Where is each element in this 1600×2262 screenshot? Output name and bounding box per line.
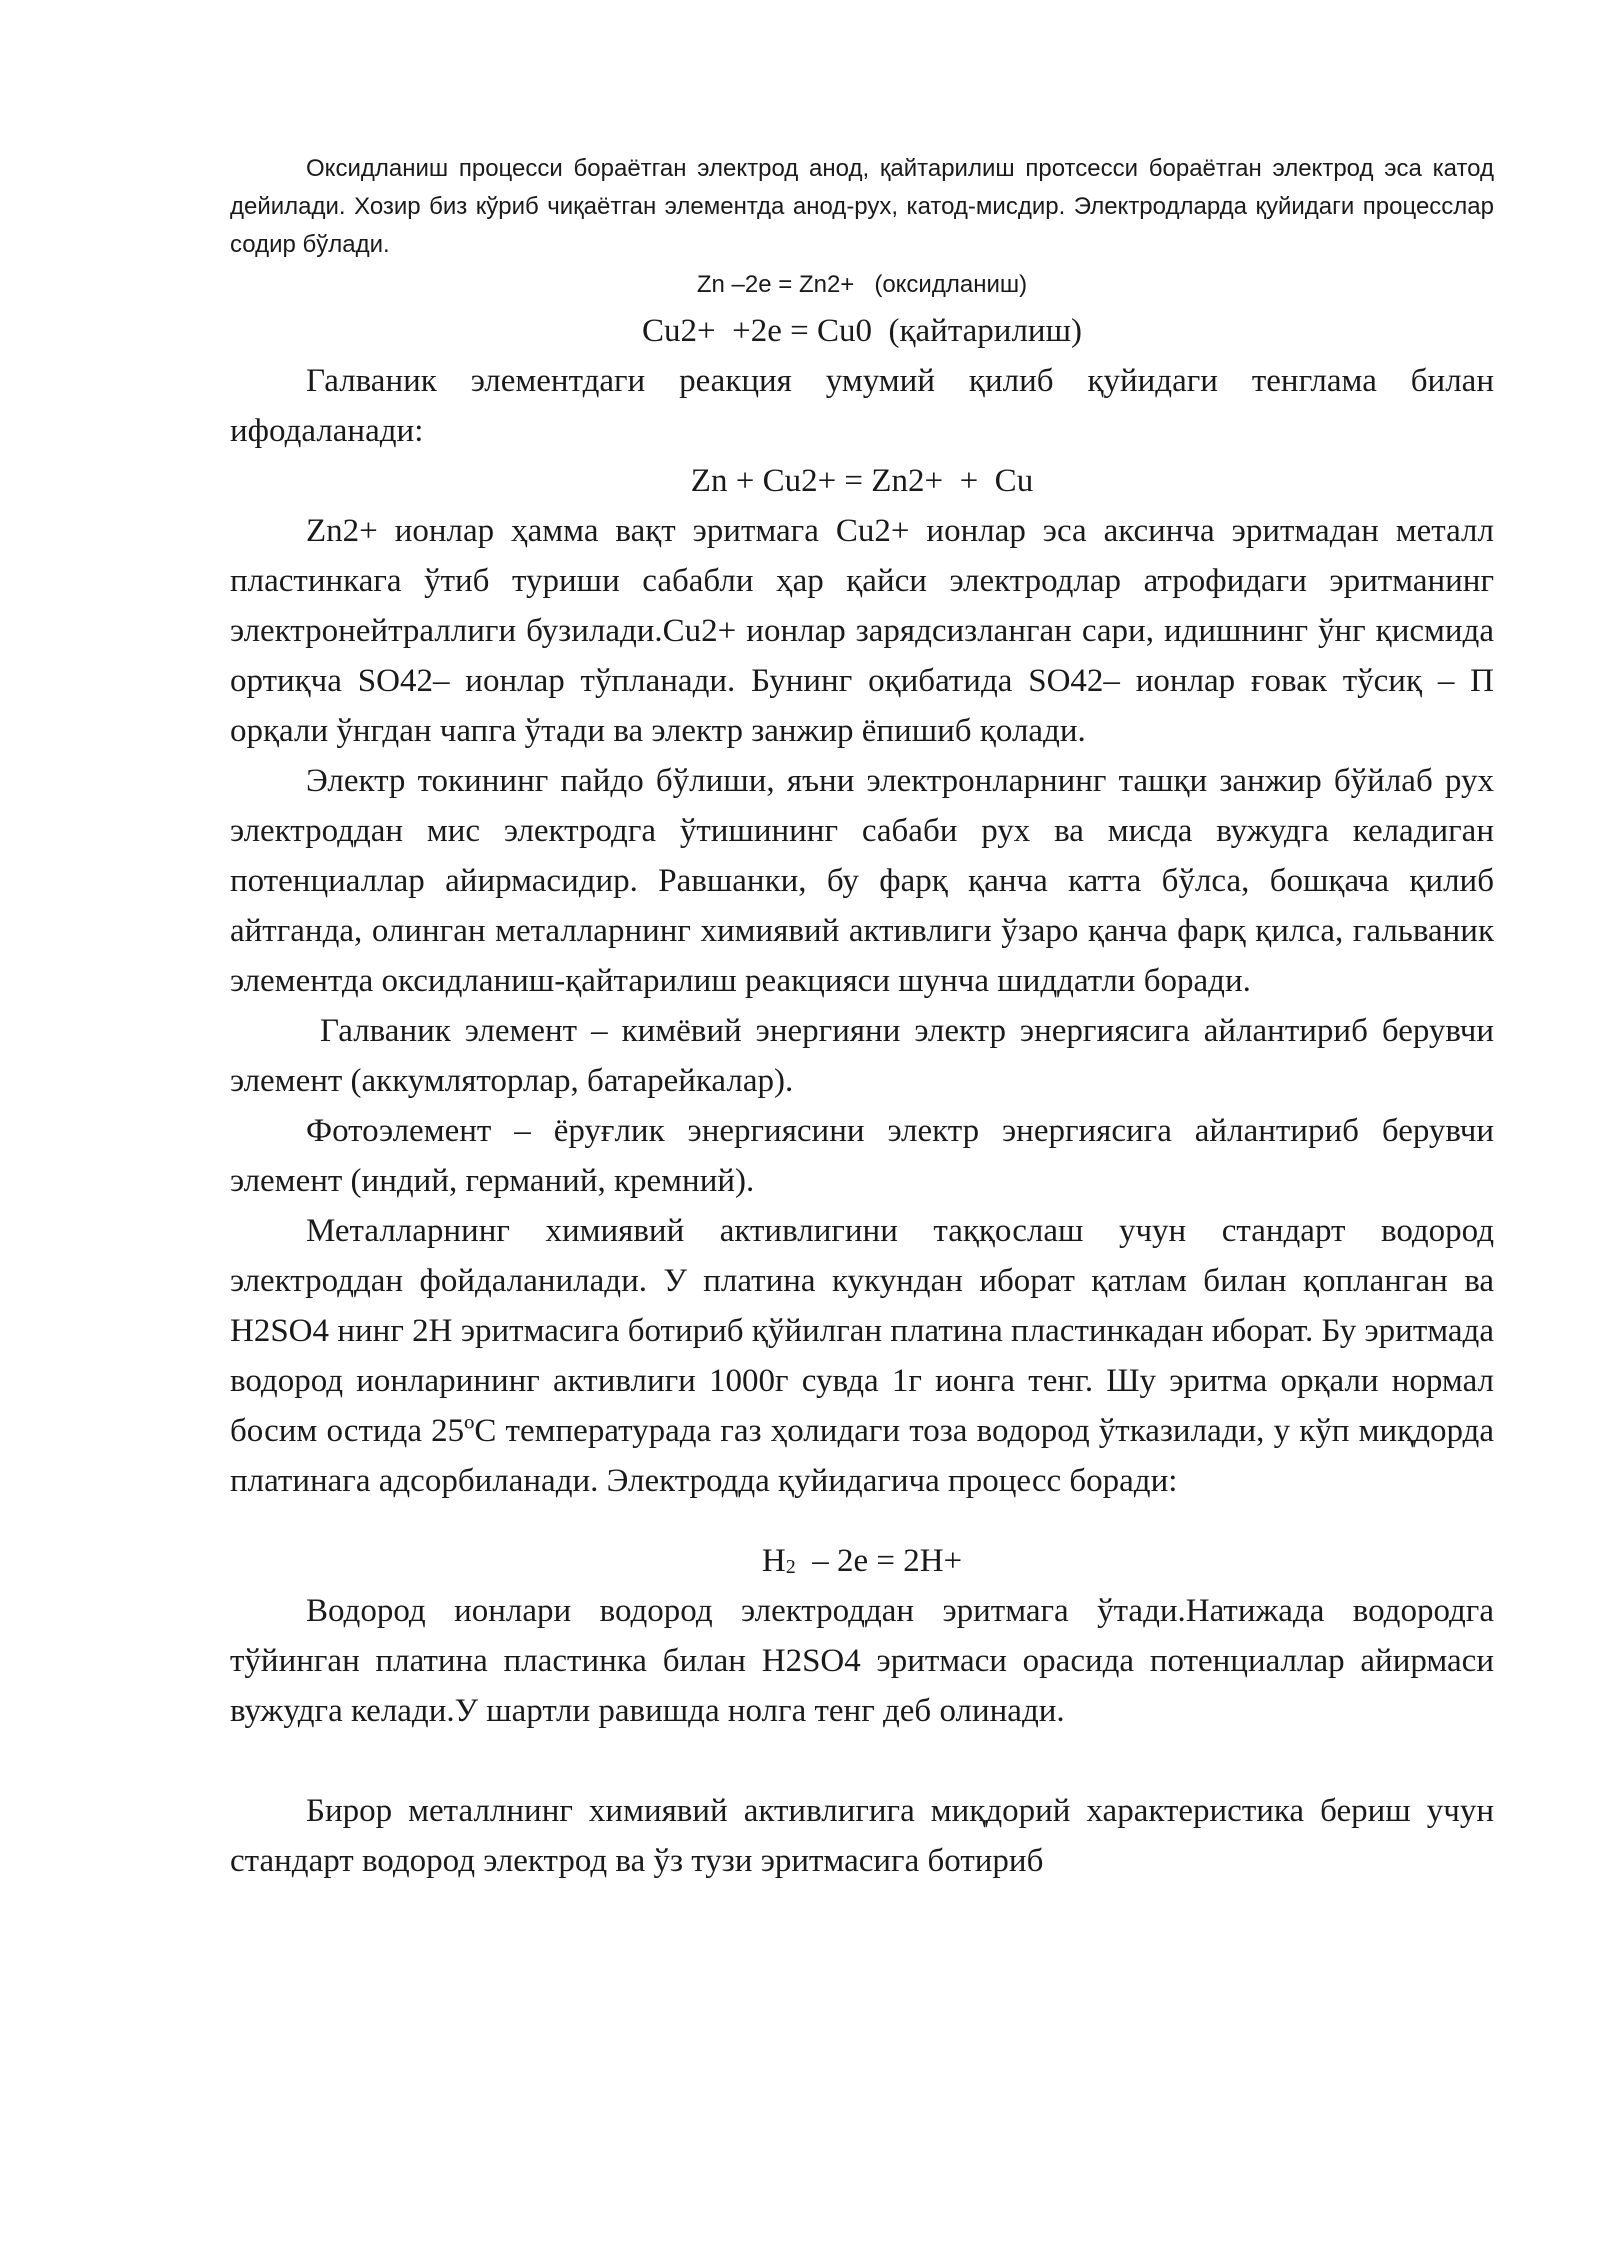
equation-hydrogen-oxidation (230, 1536, 1494, 1586)
equation-hydrogen-symbol: H (761, 1543, 786, 1579)
document-page (230, 150, 1503, 1886)
paragraph-photoelement: Фотоэлемент – ёруғлик энергиясини электр энергиясига айлантириб берувчи элемент (индий, германий, кремний). (230, 1113, 1494, 1199)
paragraph-ion-migration: Zn2+ ионлар ҳамма вақт эритмага Cu2+ ионлар эса аксинча эритмадан металл пластинкага ўтиб туриши сабабли ҳар қайси электродлар атрофидаги эритманинг электронейтраллиги бузилади.Cu2+ ионлар зарядсизланган сари, идишнинг ўнг қисмида ортиқча SO42– ионлар тўпланади. Бунинг оқибатида SO42– ионлар ғовак тўсиқ – П орқали ўнгдан чапга ўтади ва электр занжир ёпишиб қолади. (230, 513, 1494, 749)
equation-overall-reaction: Zn + Cu2+ = Zn2+ + Cu (690, 463, 1034, 499)
paragraph-hydrogen-electrode: Металларнинг химиявий активлигини таққослаш учун стандарт водород электроддан фойдаланилади. У платина кукундан иборат қатлам билан қопланган ва H2SO4 нинг 2H эритмасига ботириб қўйилган платина пластинкадан иборат. Бу эритмада водород ионларининг активлиги 1000г сувда 1г ионга тенг. Шу эритма орқали нормал босим остида 25ºС температурада газ ҳолидаги тоза водород ўтказилади, у кўп миқдорда платинага адсорбиланади. Электродда қуйидагича процесс боради: (230, 1213, 1494, 1499)
equation-zinc-oxidation: Zn –2e = Zn2+ (оксидланиш) (696, 271, 1028, 298)
equation-hydrogen-rest: – 2e = 2H+ (795, 1543, 963, 1579)
paragraph-galvanic-element: Галваник элемент – кимёвий энергияни электр энергиясига айлантириб берувчи элемент (аккумляторлар, батарейкалар). (230, 1013, 1503, 1099)
paragraph-electrode-definition: Оксидланиш процесси бораётган электрод анод, қайтарилиш протсесси бораётган электрод эса катод дейилади. Хозир биз кўриб чиқаётган элементда анод-рух, катод-мисдир. Электродларда қуйидаги процесслар содир бўлади. (230, 155, 1494, 258)
paragraph-hydrogen-potential: Водород ионлари водород электроддан эритмага ўтади.Натижада водородга тўйинган платина пластинка билан H2SO4 эритмаси орасида потенциаллар айирмаси вужудга келади.У шартли равишда нолга тенг деб олинади. (230, 1593, 1494, 1729)
paragraph-galvanic-reaction: Галваник элементдаги реакция умумий қилиб қуйидаги тенглама билан ифодаланади: (230, 363, 1494, 449)
paragraph-metal-activity: Бирор металлнинг химиявий активлигига миқдорий характеристика бериш учун стандарт водород электрод ва ўз тузи эритмасига ботириб (230, 1793, 1494, 1879)
equation-hydrogen-subscript: 2 (785, 1556, 796, 1578)
blank-line (230, 1506, 1494, 1536)
paragraph-current-origin: Электр токининг пайдо бўлиши, яъни электронларнинг ташқи занжир бўйлаб рух электроддан мис электродга ўтишининг сабаби рух ва мисда вужудга келадиган потенциаллар айирмасидир. Равшанки, бу фарқ қанча катта бўлса, бошқача қилиб айтганда, олинган металларнинг химиявий активлиги ўзаро қанча фарқ қилса, гальваник элементда оксидланиш-қайтарилиш реакцияси шунча шиддатли боради. (230, 763, 1494, 999)
equation-copper-reduction: Cu2+ +2e = Cu0 (қайтарилиш) (642, 313, 1082, 349)
blank-line (230, 1736, 1494, 1786)
